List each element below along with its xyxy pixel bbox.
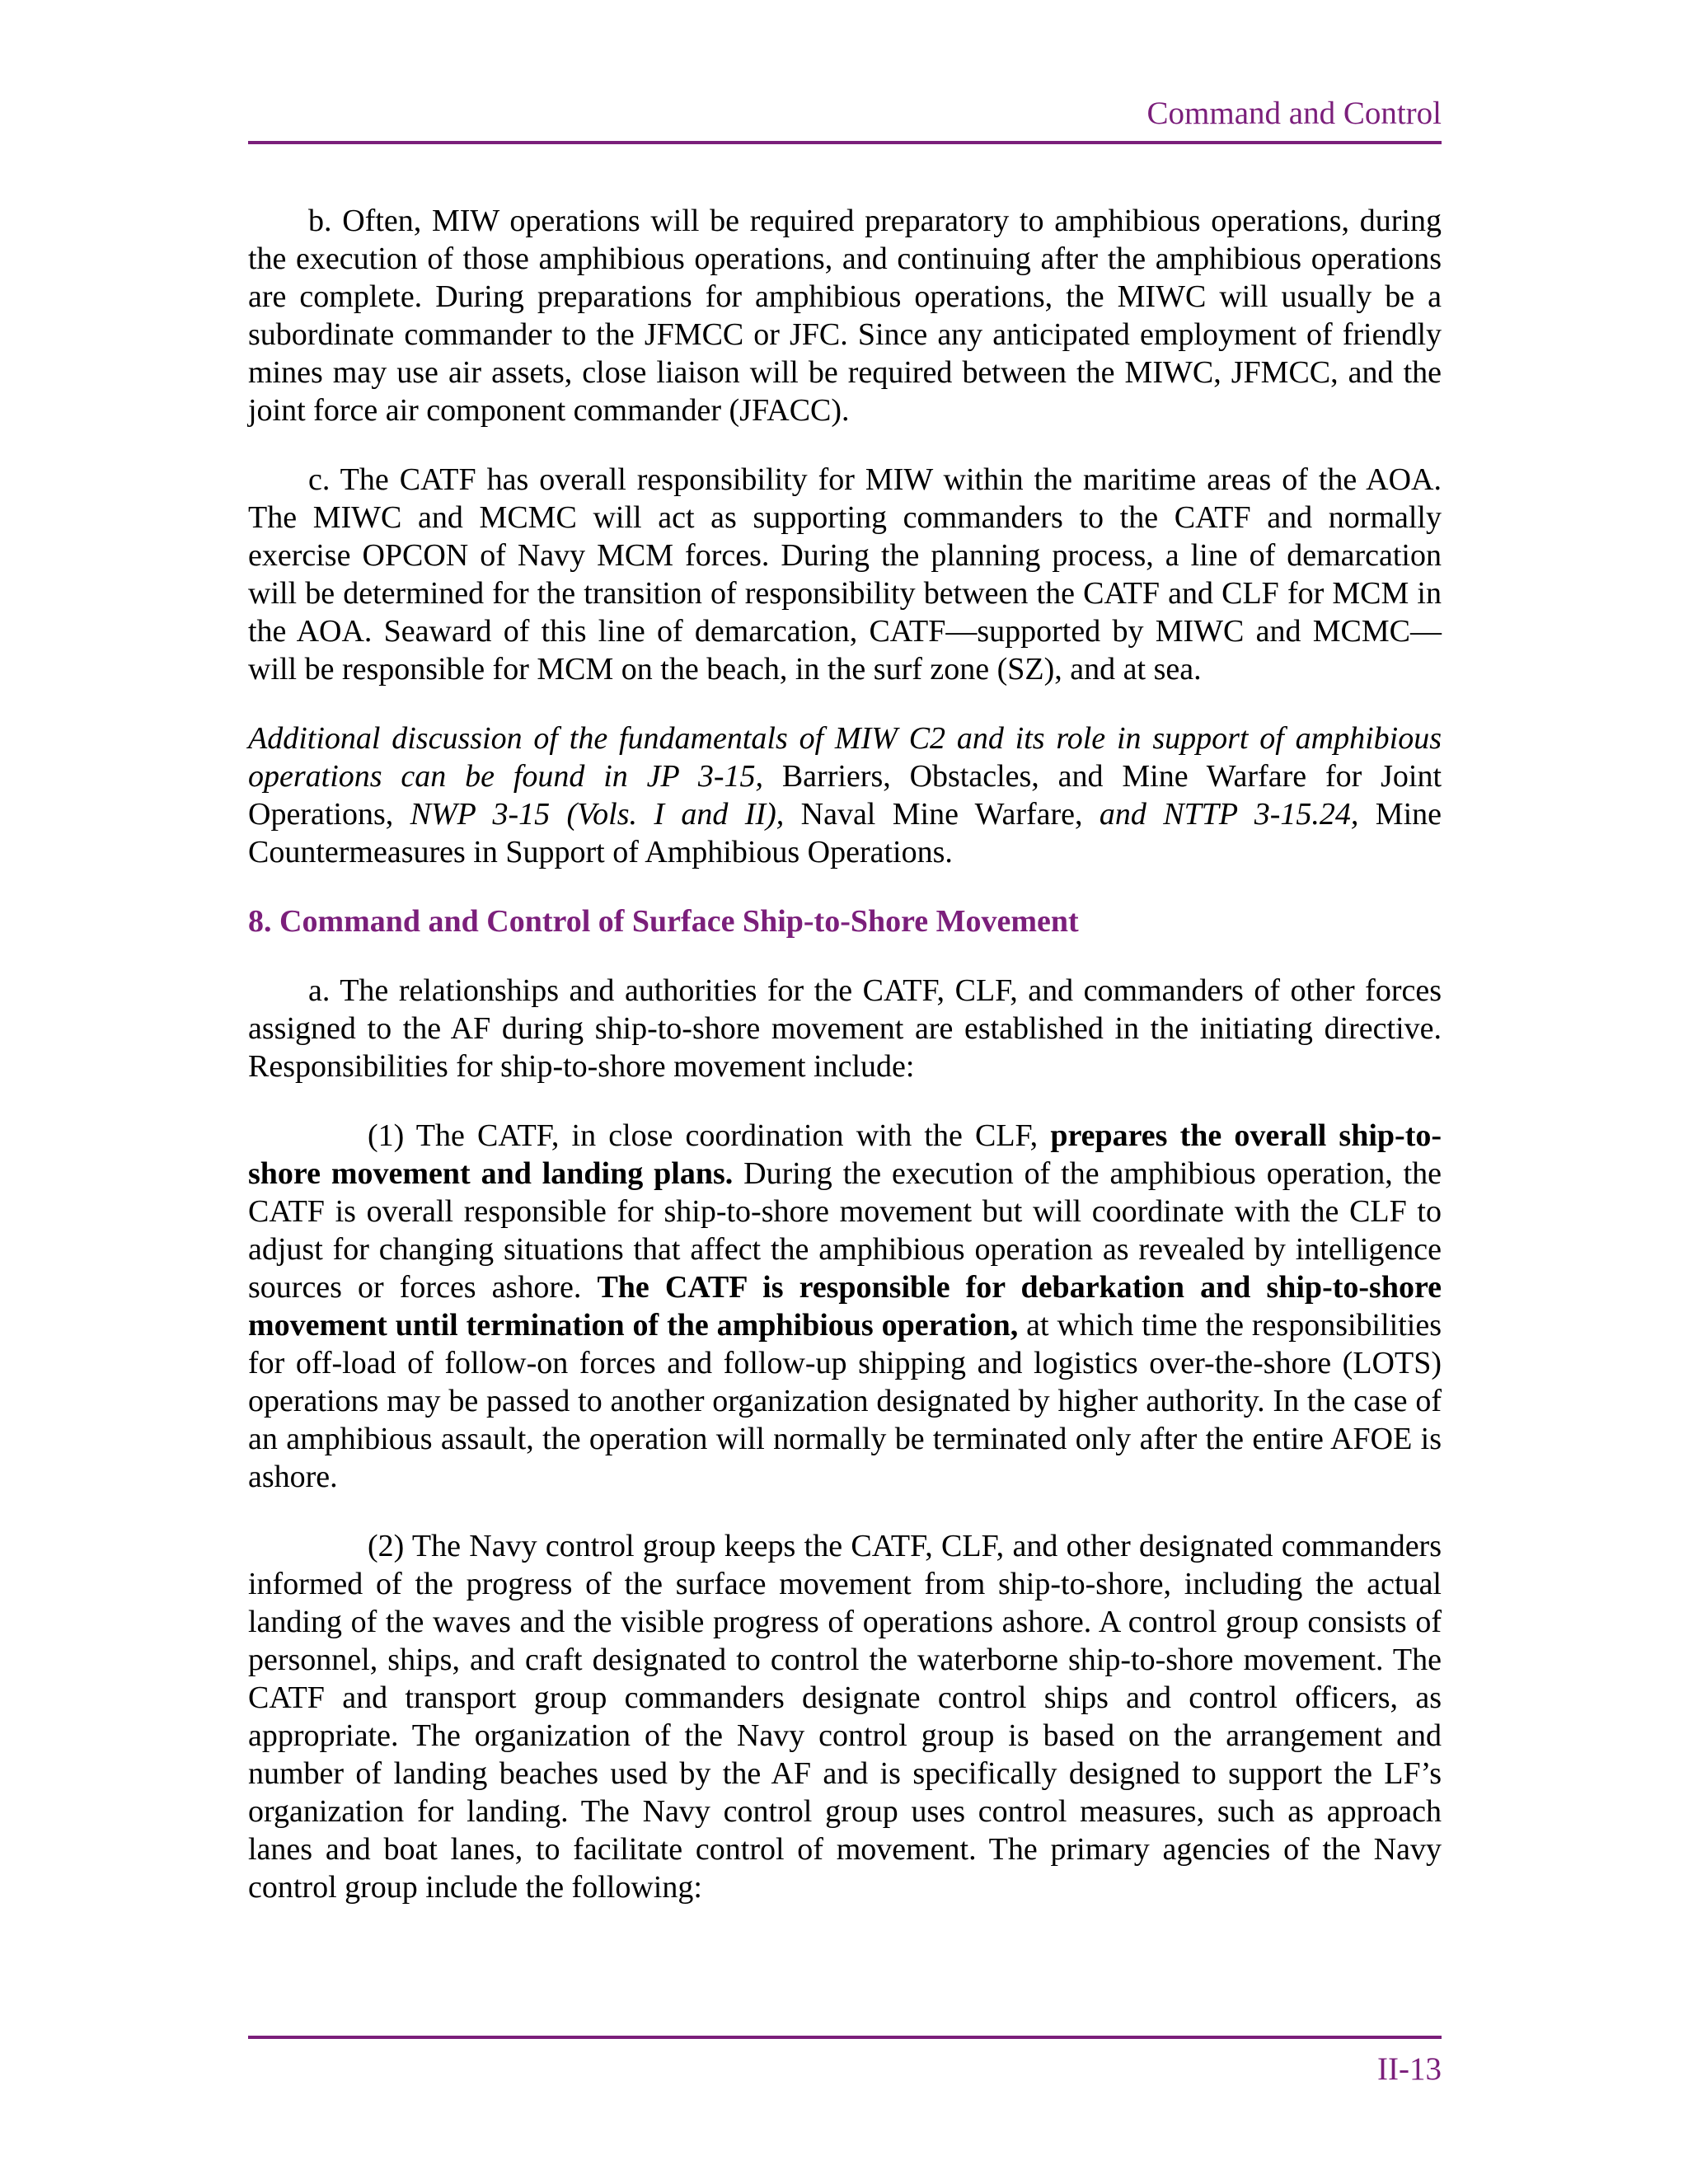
section-heading: 8. Command and Control of Surface Ship-to-Shore Movement <box>248 904 1079 939</box>
item-1-bold-plans: prepares the overall ship-to-shore movement and landing plans. <box>248 1118 1442 1191</box>
reference-nwp-title: Naval Mine Warfare, <box>784 797 1100 832</box>
reference-nwp: NWP 3-15 (Vols. I and II), <box>410 797 785 832</box>
header-rule <box>248 141 1442 144</box>
paragraph-b: b. Often, MIW operations will be required preparatory to amphibious operations, during the execution of those amphibious operations, and continuing after the amphibious operations are complete. During preparations for amphibious operations, the MIWC will usually be a subordinate commander to the JFMCC or JFC. Since any anticipated employment of friendly mines may use air assets, close liaison will be required between the MIWC, JFMCC, and the joint force air component commander (JFACC). <box>248 204 1442 428</box>
item-1 <box>248 1117 1442 1496</box>
page-number: II-13 <box>1377 2051 1442 2087</box>
page-body <box>248 202 1442 1938</box>
paragraph-a: a. The relationships and authorities for the CATF, CLF, and commanders of other forces assigned to the AF during ship-to-shore movement are established in the initiating directive. Responsibilities for ship-to-shore movement include: <box>248 973 1442 1084</box>
reference-nttp: and NTTP 3-15.24, <box>1099 797 1359 832</box>
item-1-lead: (1) The CATF, in close coordination with the CLF, <box>368 1118 1051 1153</box>
item-1-mid: During the execution of the amphibious operation, the CATF is overall responsible for ship-to-shore movement but will coordinate with the CLF to adjust for changing situations that affect the amphibious operation as revealed by intelligence sources or forces ashore. <box>248 1156 1442 1305</box>
running-header: Command and Control <box>1146 96 1442 131</box>
item-1-tail: at which time the responsibilities for off-load of follow-on forces and follow-up shipping and logistics over-the-shore (LOTS) operations may be passed to another organization designated by higher authority. In the case of an amphibious assault, the operation will normally be terminated only after the entire AFOE is ashore. <box>248 1308 1442 1494</box>
reference-note-intro: Additional discussion of the fundamentals of MIW C2 and its role in support of amphibious operations can be found in JP 3-15, <box>248 721 1442 794</box>
item-2: (2) The Navy control group keeps the CATF, CLF, and other designated commanders informed of the progress of the surface movement from ship-to-shore, including the actual landing of the waves and the visible progress of operations ashore. A control group consists of personnel, ships, and craft designated to control the waterborne ship-to-shore movement. The CATF and transport group commanders designate control ships and control officers, as appropriate. The organization of the Navy control group is based on the arrangement and number of landing beaches used by the AF and is specifically designed to support the LF’s organization for landing. The Navy control group uses control measures, such as approach lanes and boat lanes, to facilitate control of movement. The primary agencies of the Navy control group include the following: <box>248 1529 1442 1905</box>
paragraph-c: c. The CATF has overall responsibility for MIW within the maritime areas of the AOA. The MIWC and MCMC will act as supporting commanders to the CATF and normally exercise OPCON of Navy MCM forces. During the planning process, a line of demarcation will be determined for the transition of responsibility between the CATF and CLF for MCM in the AOA. Seaward of this line of demarcation, CATF—supported by MIWC and MCMC—will be responsible for MCM on the beach, in the surf zone (SZ), and at sea. <box>248 462 1442 687</box>
footer-rule <box>248 2036 1442 2039</box>
item-1-bold-debarkation: The CATF is responsible for debarkation and ship-to-shore movement until termination of the amphibious operation, <box>248 1270 1442 1343</box>
reference-jp-title: Barriers, Obstacles, and Mine Warfare for Joint Operations, <box>248 759 1442 832</box>
reference-note <box>248 719 1442 871</box>
reference-nttp-title: Mine Countermeasures in Support of Amphibious Operations. <box>248 797 1442 869</box>
